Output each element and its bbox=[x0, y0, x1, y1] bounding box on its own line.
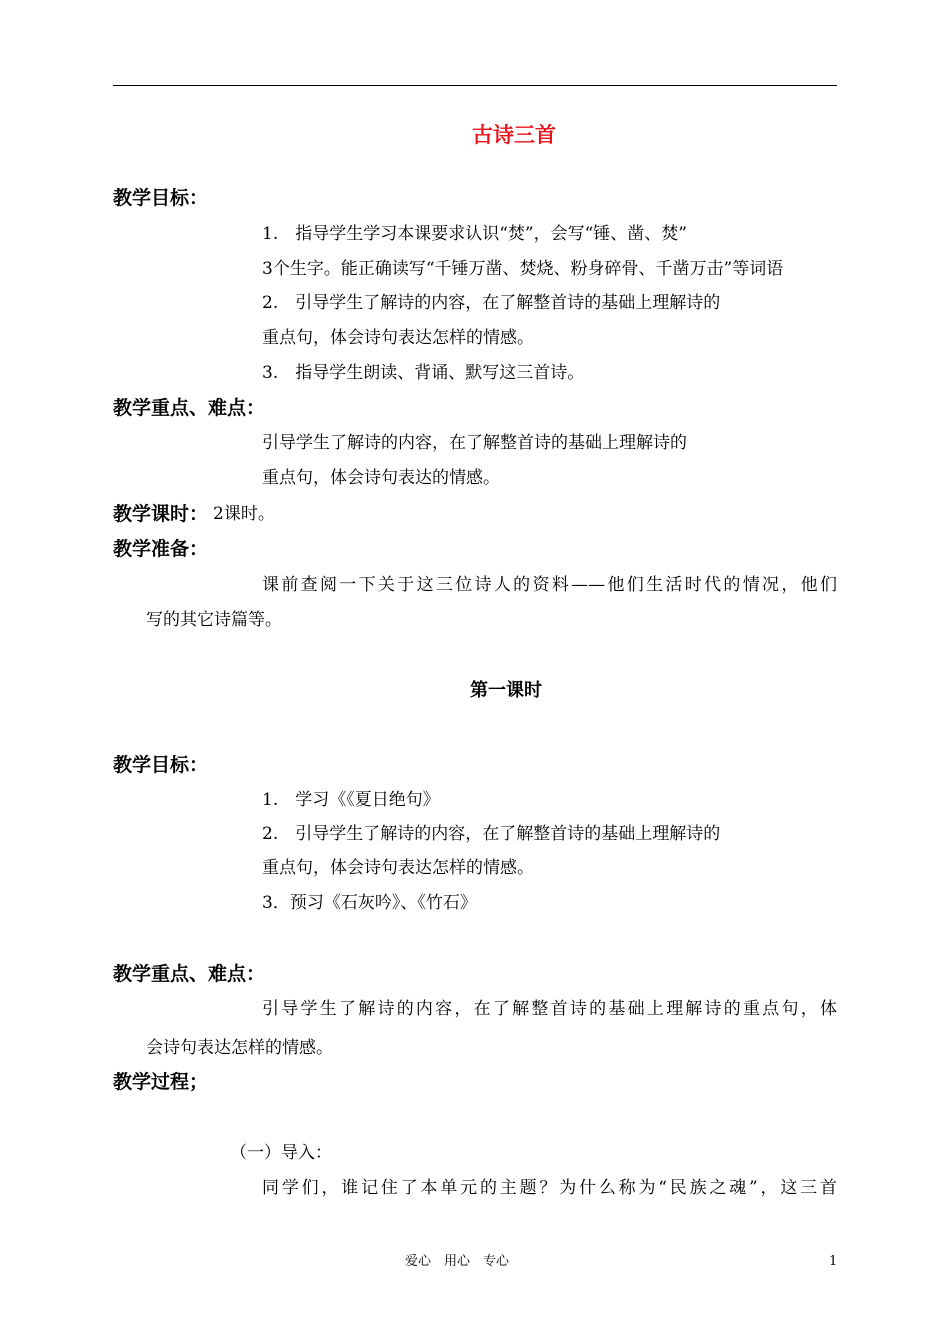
page-number: 1 bbox=[829, 1254, 838, 1269]
preparation-line-1: 课前查阅一下关于这三位诗人的资料——他们生活时代的情况，他们 bbox=[262, 575, 837, 595]
goal-line-1: 1. 指导学生学习本课要求认识“焚”，会写“锤、凿、焚” bbox=[262, 224, 687, 244]
process-intro-text: 同学们，谁记住了本单元的主题？为什么称为“民族之魂”，这三首 bbox=[262, 1178, 837, 1198]
process-heading: 教学过程； bbox=[113, 1071, 209, 1093]
lesson1-goal-line-1: 1. 学习《《夏日绝句》 bbox=[262, 790, 440, 810]
goal-line-2: 3个生字。能正确读写“千锤万凿、焚烧、粉身碎骨、千凿万击”等词语 bbox=[262, 259, 784, 279]
lesson1-goal-line-4: 3．预习《石灰吟》、《竹石》 bbox=[262, 893, 477, 913]
lesson1-title: 第一课时 bbox=[470, 680, 542, 701]
lesson1-goal-line-3: 重点句，体会诗句表达怎样的情感。 bbox=[262, 858, 534, 878]
goal-line-4: 重点句，体会诗句表达怎样的情感。 bbox=[262, 328, 534, 348]
goals-heading: 教学目标： bbox=[113, 187, 209, 209]
footer-motto: 爱心 用心 专心 bbox=[405, 1254, 510, 1269]
key-points-heading: 教学重点、难点： bbox=[113, 397, 266, 419]
goal-line-5: 3. 指导学生朗读、背诵、默写这三首诗。 bbox=[262, 363, 585, 383]
lesson1-key-point-line-2: 会诗句表达怎样的情感。 bbox=[146, 1038, 333, 1058]
lesson1-goal-line-2: 2. 引导学生了解诗的内容，在了解整首诗的基础上理解诗的 bbox=[262, 824, 721, 844]
document-title: 古诗三首 bbox=[472, 123, 556, 147]
header-rule bbox=[113, 85, 837, 86]
lesson-hours-heading: 教学课时： bbox=[113, 503, 209, 525]
lesson1-key-points-heading: 教学重点、难点： bbox=[113, 963, 266, 985]
key-point-line-2: 重点句，体会诗句表达的情感。 bbox=[262, 468, 500, 488]
preparation-line-2: 写的其它诗篇等。 bbox=[146, 610, 282, 630]
lesson1-goals-heading: 教学目标： bbox=[113, 754, 209, 776]
key-point-line-1: 引导学生了解诗的内容，在了解整首诗的基础上理解诗的 bbox=[262, 433, 687, 453]
goal-line-3: 2. 引导学生了解诗的内容，在了解整首诗的基础上理解诗的 bbox=[262, 293, 721, 313]
preparation-heading: 教学准备： bbox=[113, 538, 209, 560]
lesson-hours-value: 2课时。 bbox=[213, 504, 275, 524]
lesson1-key-point-line-1: 引导学生了解诗的内容，在了解整首诗的基础上理解诗的重点句，体 bbox=[262, 999, 837, 1019]
process-step-intro: （一）导入： bbox=[230, 1143, 332, 1163]
